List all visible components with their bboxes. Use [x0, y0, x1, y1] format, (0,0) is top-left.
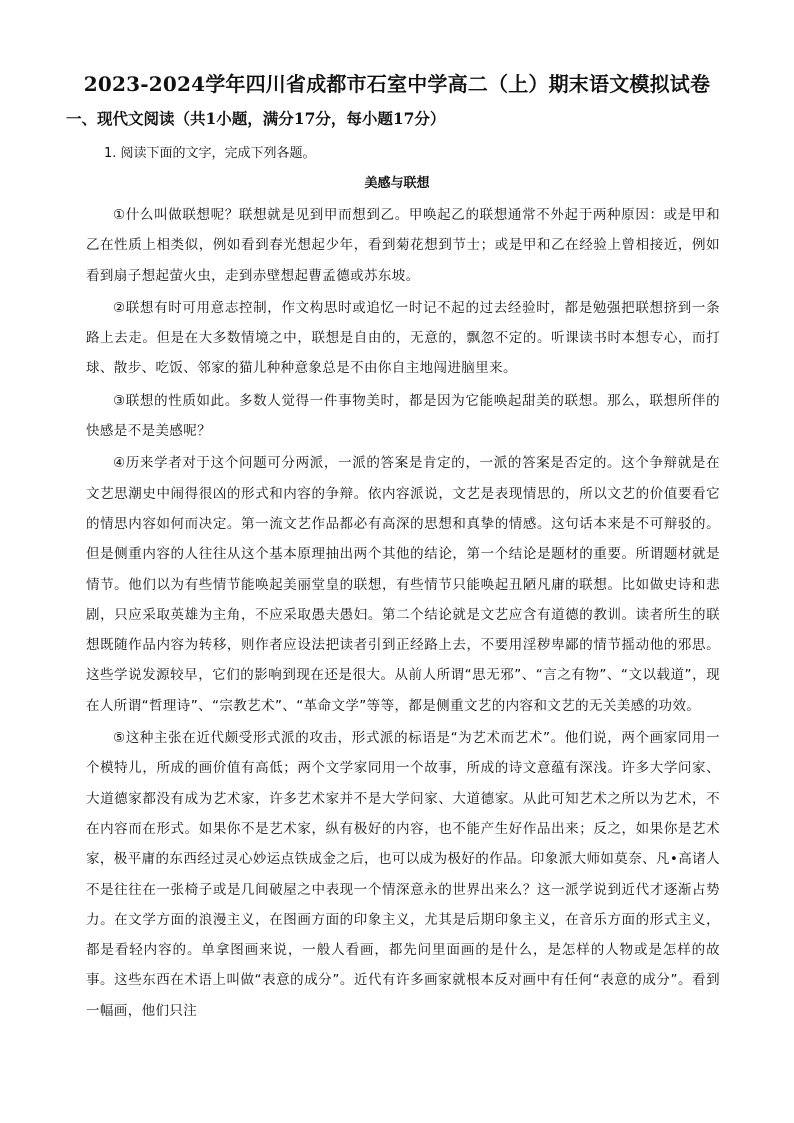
question-stem: 1. 阅读下面的文字，完成下列各题。 — [104, 146, 316, 161]
article-body — [86, 200, 720, 1028]
paragraph-1: ①什么叫做联想呢？联想就是见到甲而想到乙。甲唤起乙的联想通常不外起于两种原因：或是甲和乙在性质上相类似，例如看到春光想起少年，看到菊花想到节士；或是甲和乙在经验上曾相接近，例如看到扇子想起萤火虫，走到赤壁想起曹孟德或苏东坡。 — [86, 207, 720, 284]
exam-title: 2023-2024学年四川省成都市石室中学高二（上）期末语文模拟试卷 — [83, 72, 711, 96]
paragraph-2: ②联想有时可用意志控制，作文构思时或追忆一时记不起的过去经验时，都是勉强把联想挤到一条路上去走。但是在大多数情境之中，联想是自由的，无意的，飘忽不定的。听课读书时本想专心，而打球、散步、吃饭、邻家的猫儿种种意象总是不由你自主地闯进脑里来。 — [86, 299, 720, 377]
paragraph-5: ⑤这种主张在近代颇受形式派的攻击，形式派的标语是“为艺术而艺术”。他们说，两个画家同用一个模特儿，所成的画价值有高低；两个文学家同用一个故事，所成的诗文意蕴有深浅。许多大学问家、大道德家都没有成为艺术家，许多艺术家并不是大学问家、大道德家。从此可知艺术之所以为艺术，不在内容而在形式。如果你不是艺术家，纵有极好的内容，也不能产生好作品出来；反之，如果你是艺术家，极平庸的东西经过灵心妙运点铁成金之后，也可以成为极好的作品。印象派大师如莫奈、凡•高诸人不是往往在一张椅子或是几间破屋之中表现一个情深意永的世界出来么？这一派学说到近代才逐渐占势力。在文学方面的浪漫主义，在图画方面的印象主义，尤其是后期印象主义，在音乐方面的形式主义，都是看轻内容的。单拿图画来说，一般人看画，都先问里面画的是什么，是怎样的人物或是怎样的故事。这些东西在术语上叫做“表意的成分”。近代有许多画家就根本反对画中有任何“表意的成分”。看到一幅画，他们只注 — [86, 730, 720, 1019]
paragraph-3: ③联想的性质如此。多数人觉得一件事物美时，都是因为它能唤起甜美的联想。那么，联想所伴的快感是不是美感呢？ — [86, 392, 720, 440]
section-heading: 一、现代文阅读（共1小题，满分17分，每小题17分） — [66, 109, 446, 128]
paragraph-4: ④历来学者对于这个问题可分两派，一派的答案是肯定的，一派的答案是否定的。这个争辩就是在文艺思潮史中闹得很凶的形式和内容的争辩。依内容派说，文艺是表现情思的，所以文艺的价值要看它的情思内容如何而决定。第一流文艺作品都必有高深的思想和真挚的情感。这句话本来是不可辩驳的。但是侧重内容的人往往从这个基本原理抽出两个其他的结论，第一个结论是题材的重要。所谓题材就是情节。他们以为有些情节能唤起美丽堂皇的联想，有些情节只能唤起丑陋凡庸的联想。比如做史诗和悲剧，只应采取英雄为主角，不应采取愚夫愚妇。第二个结论就是文艺应含有道德的教训。读者所生的联想既随作品内容为转移，则作者应设法把读者引到正经路上去，不要用淫秽卑鄙的情节摇动他的邪思。这些学说发源较早，它们的影响到现在还是很大。从前人所谓“思无邪”、“言之有物”、“文以载道”，现在人所谓“哲理诗”、“宗教艺术”、“革命文学”等等，都是侧重文艺的内容和文艺的无关美感的功效。 — [86, 455, 720, 714]
article-title: 美感与联想 — [364, 176, 430, 191]
